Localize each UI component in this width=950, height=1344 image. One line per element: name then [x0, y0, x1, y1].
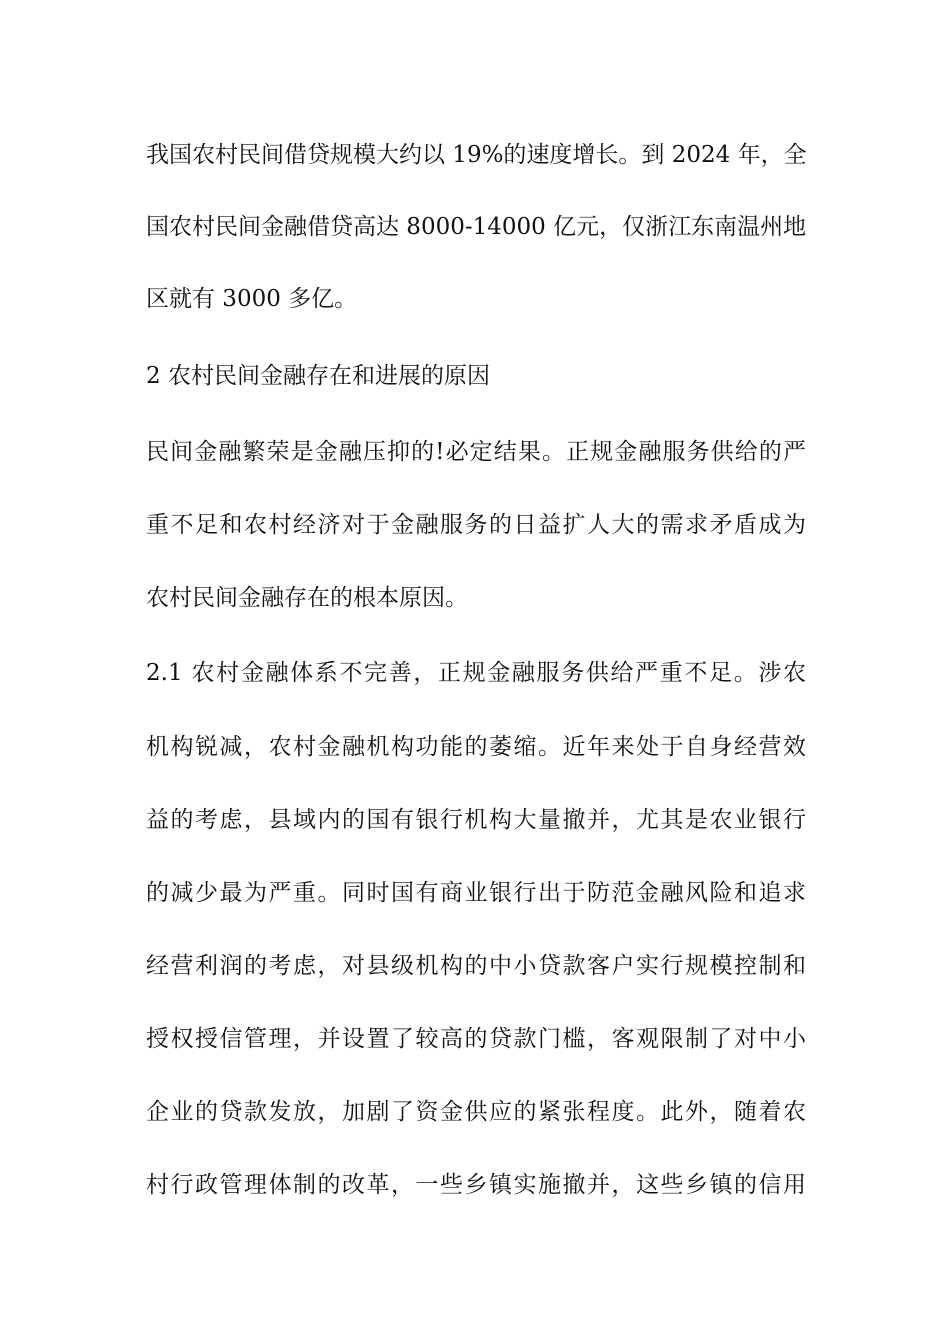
text-line: 区就有 3000 多亿。	[146, 286, 358, 312]
section-heading: 2 农村民间金融存在和进展的原因	[146, 363, 490, 389]
text-line: 国农村民间金融借贷高达 8000-14000 亿元，仅浙江东南温州地	[146, 214, 807, 240]
text-line: 村行政管理体制的改革，一些乡镇实施撤并，这些乡镇的信用	[146, 1172, 806, 1198]
text-line: 民间金融繁荣是金融压抑的!必定结果。正规金融服务供给的严	[146, 439, 806, 465]
text-line: 经营利润的考虑，对县级机构的中小贷款客户实行规模控制和	[146, 953, 806, 979]
text-line: 的减少最为严重。同时国有商业银行出于防范金融风险和追求	[146, 880, 806, 906]
text-line: 授权授信管理，并设置了较高的贷款门槛，客观限制了对中小	[146, 1026, 806, 1052]
text-line: 我国农村民间借贷规模大约以 19%的速度增长。到 2024 年，全	[146, 142, 807, 168]
text-line: 农村民间金融存在的根本原因。	[146, 585, 468, 611]
text-line: 益的考虑，县域内的国有银行机构大量撤并，尤其是农业银行	[146, 807, 806, 833]
text-line: 机构锐减，农村金融机构功能的萎缩。近年来处于自身经营效	[146, 734, 806, 760]
text-line: 2.1 农村金融体系不完善，正规金融服务供给严重不足。涉农	[146, 660, 806, 686]
text-line: 企业的贷款发放，加剧了资金供应的紧张程度。此外，随着农	[146, 1099, 806, 1125]
text-line: 重不足和农村经济对于金融服务的日益扩人大的需求矛盾成为	[146, 512, 806, 538]
